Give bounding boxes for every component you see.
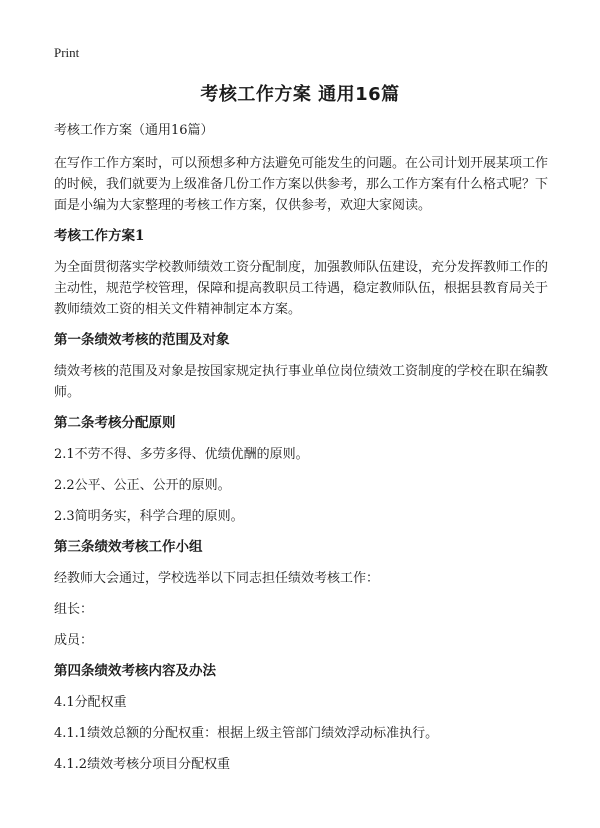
- article-4-item: 4.1分配权重: [54, 695, 127, 710]
- article-2-item: 2.2公平、公正、公开的原则。: [54, 478, 231, 493]
- document-body: [54, 120, 548, 785]
- article-3-heading: 第三条绩效考核工作小组: [54, 539, 203, 555]
- section-heading-1: 考核工作方案1: [54, 228, 145, 244]
- article-3-paragraph: 经教师大会通过，学校选举以下同志担任绩效考核工作：: [54, 571, 380, 586]
- article-1-heading: 第一条绩效考核的范围及对象: [54, 332, 230, 348]
- article-1-paragraph: 绩效考核的范围及对象是按国家规定执行事业单位岗位绩效工资制度的学校在职在编教师。: [54, 364, 549, 400]
- section-1-paragraph: 为全面贯彻落实学校教师绩效工资分配制度，加强教师队伍建设，充分发挥教师工作的主动性，规范学校管理，保障和提高教职员工待遇，稳定教师队伍，根据县教育局关于教师绩效工资的相关文件精神制定本方案。: [54, 260, 549, 317]
- article-4-item: 4.1.2绩效考核分项目分配权重: [54, 757, 231, 772]
- article-2-heading: 第二条考核分配原则: [54, 415, 176, 431]
- page-title: 考核工作方案 通用16篇: [200, 84, 400, 105]
- article-2-item: 2.3简明务实，科学合理的原则。: [54, 509, 244, 524]
- group-leader-line: 组长：: [54, 602, 94, 617]
- article-2-item: 2.1不劳不得、多劳多得、优绩优酬的原则。: [54, 447, 309, 462]
- group-members-line: 成员：: [54, 633, 94, 648]
- intro-paragraph: 在写作工作方案时，可以预想多种方法避免可能发生的问题。在公司计划开展某项工作的时候，我们就要为上级准备几份工作方案以供参考，那么工作方案有什么格式呢？下面是小编为大家整理的考核工作方案，仅供参考，欢迎大家阅读。: [54, 156, 549, 213]
- print-label: Print: [54, 45, 80, 60]
- document-subtitle: 考核工作方案（通用16篇）: [54, 123, 214, 138]
- article-4-heading: 第四条绩效考核内容及办法: [54, 663, 216, 679]
- article-4-item: 4.1.1绩效总额的分配权重：根据上级主管部门绩效浮动标准执行。: [54, 726, 439, 741]
